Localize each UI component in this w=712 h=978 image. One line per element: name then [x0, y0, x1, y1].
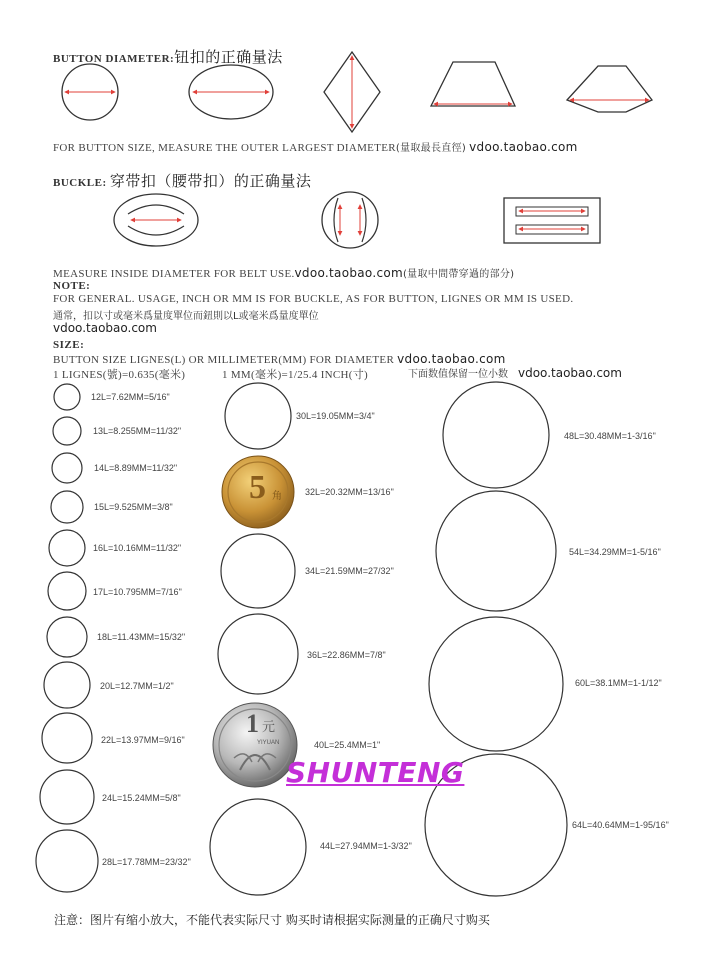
size-label-32L: 32L=20.32MM=13/16" [305, 487, 394, 497]
note-url: vdoo.taobao.com [53, 321, 157, 335]
size-label-34L: 34L=21.59MM=27/32" [305, 566, 394, 576]
button-instruction-text: FOR BUTTON SIZE, MEASURE THE OUTER LARGEST DIAMETER [53, 142, 396, 154]
button-shape-circle [62, 64, 118, 120]
coin-five-numeral: 5 [249, 469, 266, 506]
size-circle-14L [52, 453, 82, 483]
size-label-44L: 44L=27.94MM=1-3/32" [320, 841, 412, 851]
size-label-28L: 28L=17.78MM=23/32" [102, 857, 191, 867]
size-label-48L: 48L=30.48MM=1-3/16" [564, 431, 656, 441]
note-line2: 通常，扣以寸或毫米爲量度單位而鈕則以L或毫米爲量度單位 [53, 311, 319, 322]
footer-notice: 注意：图片有缩小放大，不能代表实际尺寸 购买时请根据实际测量的正确尺寸购买 [54, 913, 490, 927]
size-circle-30L [225, 383, 291, 449]
button-instruction [53, 139, 578, 154]
buckle-instruction [53, 265, 514, 280]
size-circle-24L [40, 770, 94, 824]
buckle-instruction-b: BELT USE. [239, 268, 295, 280]
size-circle-17L [48, 572, 86, 610]
size-label-54L: 54L=34.29MM=1-5/16" [569, 547, 661, 557]
size-circle-48L [443, 382, 549, 488]
button-shape-hexagon [567, 66, 652, 112]
size-label-20L: 20L=12.7MM=1/2" [100, 681, 174, 691]
size-label-22L: 22L=13.97MM=9/16" [101, 735, 185, 745]
buckle-shape-round [322, 192, 378, 248]
button-shape-diamond [324, 52, 380, 132]
note-line1: FOR GENERAL. USAGE, INCH OR MM IS FOR BUCKLE, AS FOR BUTTON, LIGNES OR MM IS USED. [53, 293, 574, 305]
size-circle-28L [36, 830, 98, 892]
size-label-18L: 18L=11.43MM=15/32" [97, 632, 186, 642]
buckle-instruction-a: MEASURE INSIDE DIAMETER FOR [53, 268, 237, 280]
size-circle-60L [429, 617, 563, 751]
size-label-30L: 30L=19.05MM=3/4" [296, 411, 375, 421]
size-label-13L: 13L=8.255MM=11/32" [93, 426, 182, 436]
size-label-17L: 17L=10.795MM=7/16" [93, 587, 182, 597]
buckle-heading-cn: 穿带扣（腰带扣）的正确量法 [109, 172, 312, 190]
button-heading-en: BUTTON DIAMETER: [53, 53, 175, 65]
size-circle-34L [221, 534, 295, 608]
size-circle-44L [210, 799, 306, 895]
size-label-64L: 64L=40.64MM=1-95/16" [572, 820, 669, 830]
buckle-instruction-cn: (量取中間帶穿過的部分) [402, 269, 515, 280]
size-circles-col3 [425, 382, 567, 896]
size-label-14L: 14L=8.89MM=11/32" [94, 463, 178, 473]
size-circle-12L [54, 384, 80, 410]
size-label-60L: 60L=38.1MM=1-1/12" [575, 678, 662, 688]
size-circle-18L [47, 617, 87, 657]
coin-one-unit: 元 [262, 720, 276, 735]
size-circle-22L [42, 713, 92, 763]
buckle-heading-en: BUCKLE: [53, 177, 107, 189]
note-title: NOTE: [53, 280, 91, 292]
size-circles-col1 [36, 384, 98, 892]
size-line1-url: vdoo.taobao.com [397, 352, 506, 366]
brand-watermark: SHUNTENG [286, 756, 465, 789]
size-line1-text: BUTTON SIZE LIGNES(L) OR MILLIMETER(MM) FOR DIAMETER [53, 354, 395, 366]
coin-one-numeral: 1 [246, 709, 259, 738]
size-conversion-2: 1 MM(毫米)=1/25.4 INCH(寸) [222, 369, 369, 381]
buckle-shape-oval [114, 194, 198, 246]
size-circle-54L [436, 491, 556, 611]
size-circle-15L [51, 491, 83, 523]
size-label-40L: 40L=25.4MM=1" [314, 740, 381, 750]
button-url: vdoo.taobao.com [469, 140, 578, 154]
button-shape-trapezoid [431, 62, 515, 106]
size-title: SIZE: [53, 339, 85, 351]
button-shape-oval [189, 65, 273, 119]
size-circle-20L [44, 662, 90, 708]
size-label-24L: 24L=15.24MM=5/8" [102, 793, 181, 803]
size-circle-36L [218, 614, 298, 694]
size-conversion-1: 1 LIGNES(號)=0.635(毫米) [53, 369, 186, 381]
coin-one-text: YIYUAN [257, 740, 280, 746]
size-label-36L: 36L=22.86MM=7/8" [307, 650, 386, 660]
buckle-shape-rect [504, 198, 600, 243]
size-circle-13L [53, 417, 81, 445]
coin-five-unit: 角 [272, 491, 282, 502]
size-circle-16L [49, 530, 85, 566]
size-conversion-3-cn: 下面数值保留一位小数 [408, 369, 508, 380]
size-conversion-3 [408, 364, 622, 382]
size-label-15L: 15L=9.525MM=3/8" [94, 502, 173, 512]
button-instruction-cn: (量取最長直徑) [395, 143, 467, 154]
size-conversion-3-url: vdoo.taobao.com [518, 366, 622, 380]
buckle-url: vdoo.taobao.com [294, 266, 403, 280]
buckle-heading [53, 170, 311, 191]
size-label-16L: 16L=10.16MM=11/32" [93, 543, 182, 553]
button-heading-cn: 钮扣的正确量法 [174, 48, 283, 66]
size-label-12L: 12L=7.62MM=5/16" [91, 392, 170, 402]
